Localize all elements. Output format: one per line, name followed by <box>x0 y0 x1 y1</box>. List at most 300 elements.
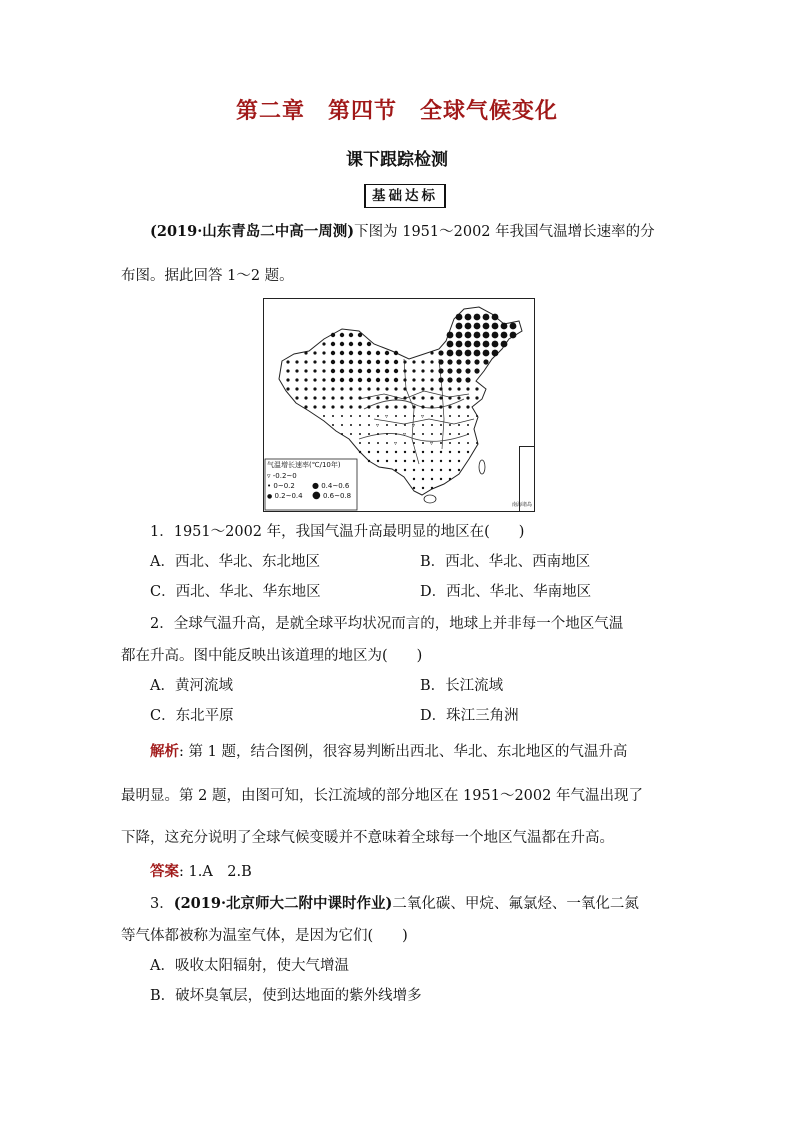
map-mark-dot <box>492 350 499 357</box>
map-mark-dot <box>440 433 442 435</box>
map-mark-dot <box>385 351 389 355</box>
map-mark-dot <box>367 369 371 373</box>
map-mark-dot <box>430 369 433 372</box>
map-mark-dot <box>465 323 472 330</box>
inset-label: 南海诸岛 <box>512 502 533 508</box>
map-mark-dot <box>340 378 344 382</box>
legend-label: 0.2~0.4 <box>274 492 303 500</box>
map-mark-dot <box>394 351 398 355</box>
map-mark-dot <box>422 460 424 462</box>
map-mark-dot <box>421 396 424 399</box>
map-mark-dot <box>359 433 361 435</box>
map-mark-dot <box>340 333 344 337</box>
map-mark-dot <box>412 387 415 390</box>
map-mark-dot <box>386 442 388 444</box>
map-mark-decrease: ▿ <box>421 413 425 420</box>
map-mark-dot <box>422 478 424 480</box>
map-mark-dot <box>340 396 343 399</box>
map-mark-dot <box>440 442 442 444</box>
map-mark-dot <box>476 442 478 444</box>
map-mark-dot <box>394 360 398 364</box>
map-mark-dot <box>322 369 325 372</box>
q3-source: (2019·北京师大二附中课时作业) <box>173 895 393 912</box>
map-mark-dot <box>510 323 517 330</box>
map-mark-dot <box>359 442 361 444</box>
map-mark-dot <box>465 377 470 382</box>
map-mark-dot <box>322 360 325 363</box>
map-mark-dot <box>474 341 481 348</box>
map-mark-dot <box>322 342 325 345</box>
map-mark-dot <box>349 360 353 364</box>
map-mark-dot <box>431 460 433 462</box>
map-mark-dot <box>358 369 362 373</box>
map-mark-dot <box>466 396 469 399</box>
map-mark-dot <box>367 360 371 364</box>
map-mark-dot <box>367 405 370 408</box>
map-mark-dot <box>404 424 406 426</box>
q3-stem-rest: 二氧化碳、甲烷、氟氯烃、一氧化二氮 <box>392 896 639 912</box>
map-mark-dot <box>358 342 362 346</box>
map-mark-dot <box>474 314 481 321</box>
map-mark-dot <box>404 415 406 417</box>
map-mark-dot <box>483 350 490 357</box>
map-mark-dot <box>421 378 424 381</box>
map-mark-dot <box>358 378 362 382</box>
map-mark-dot <box>430 387 433 390</box>
map-mark-dot <box>395 415 397 417</box>
map-mark-dot <box>349 387 352 390</box>
question-3-line-1 <box>150 894 639 914</box>
map-mark-dot <box>422 451 424 453</box>
temperature-map <box>263 298 535 512</box>
map-mark-dot <box>440 469 442 471</box>
map-mark-dot <box>332 424 334 426</box>
map-mark-dot <box>404 451 406 453</box>
map-mark-dot <box>295 387 298 390</box>
map-mark-dot <box>367 342 371 346</box>
map-mark-dot <box>331 405 334 408</box>
map-mark-dot <box>341 424 343 426</box>
map-mark-dot <box>385 360 389 364</box>
q1-option-c: C．西北、华北、华东地区 <box>150 584 321 600</box>
map-mark-dot <box>413 478 415 480</box>
map-mark-dot <box>394 387 397 390</box>
map-mark-dot <box>403 369 406 372</box>
map-mark-dot <box>430 405 433 408</box>
q3-option-a: A．吸收太阳辐射，使大气增温 <box>150 958 349 974</box>
map-mark-dot <box>376 360 380 364</box>
map-mark-dot <box>447 359 452 364</box>
map-mark-decrease: ▿ <box>376 422 380 429</box>
map-mark-dot <box>483 332 490 339</box>
q3-number: 3． <box>150 896 174 912</box>
map-mark-dot <box>465 350 472 357</box>
map-mark-dot <box>440 478 442 480</box>
map-mark-dot <box>358 396 361 399</box>
analysis-line-1 <box>150 742 627 762</box>
map-mark-dot <box>341 415 343 417</box>
map-mark-dot <box>395 424 397 426</box>
map-mark-dot <box>404 469 406 471</box>
map-mark-dot <box>483 359 488 364</box>
map-mark-dot <box>331 351 335 355</box>
map-mark-dot <box>340 351 344 355</box>
section-badge: 基础达标 <box>364 184 446 208</box>
map-mark-dot <box>438 359 443 364</box>
map-mark-dot <box>385 405 388 408</box>
map-mark-dot <box>456 314 463 321</box>
map-mark-dot <box>403 396 406 399</box>
map-mark-dot <box>386 424 388 426</box>
map-mark-dot <box>377 460 379 462</box>
map-mark-dot <box>349 342 353 346</box>
question-1-stem: 1．1951～2002 年，我国气温升高最明显的地区在( ) <box>150 524 525 540</box>
page-subtitle: 课下跟踪检测 <box>346 150 448 170</box>
map-mark-dot <box>456 341 463 348</box>
map-mark-dot <box>474 323 481 330</box>
map-mark-dot <box>349 351 353 355</box>
map-mark-dot <box>431 469 433 471</box>
question-2-stem-2: 都在升高。图中能反映出该道理的地区为( ) <box>121 648 423 664</box>
map-mark-dot <box>438 368 443 373</box>
map-mark-dot <box>474 359 479 364</box>
map-mark-dot <box>413 451 415 453</box>
map-mark-dot <box>474 350 481 357</box>
map-mark-dot <box>448 387 451 390</box>
map-mark-dot <box>350 424 352 426</box>
map-mark-decrease: ▿ <box>412 422 416 429</box>
map-mark-dot <box>412 405 415 408</box>
map-mark-dot <box>440 451 442 453</box>
map-mark-dot <box>475 387 478 390</box>
map-mark-dot <box>341 433 343 435</box>
map-mark-dot <box>340 369 344 373</box>
map-mark-dot <box>447 341 454 348</box>
map-mark-dot <box>422 442 424 444</box>
map-mark-dot <box>456 359 461 364</box>
answer-text: : 1.A 2.B <box>179 864 252 880</box>
map-mark-dot <box>322 405 325 408</box>
map-mark-dot <box>394 405 397 408</box>
q2-option-b: B．长江流域 <box>420 678 504 694</box>
map-mark-dot <box>412 369 415 372</box>
map-mark-dot <box>466 387 469 390</box>
map-mark-dot <box>431 487 433 489</box>
map-mark-dot <box>474 332 481 339</box>
map-mark-dot <box>449 460 451 462</box>
section-title: 第二章 第四节 全球气候变化 <box>235 98 558 124</box>
map-mark-dot <box>313 387 316 390</box>
legend-title: 气温增长速率(℃/10年) <box>267 461 341 469</box>
map-mark-dot <box>367 396 370 399</box>
map-mark-dot <box>286 387 289 390</box>
map-mark-dot <box>395 451 397 453</box>
map-mark-dot <box>448 405 451 408</box>
map-mark-dot <box>313 405 316 408</box>
legend-label: 0~0.2 <box>273 482 295 490</box>
map-mark-dot <box>313 378 316 381</box>
map-mark-dot <box>465 341 472 348</box>
china-map-graphic <box>264 299 534 511</box>
map-mark-dot <box>395 469 397 471</box>
map-mark-dot <box>295 378 298 381</box>
map-mark-dot <box>349 405 352 408</box>
map-mark-dot <box>331 387 334 390</box>
map-mark-dot <box>349 333 353 337</box>
map-mark-dot <box>386 460 388 462</box>
map-mark-dot <box>457 405 460 408</box>
intro-text-1: 下图为 1951～2002 年我国气温增长速率的分 <box>354 224 655 240</box>
map-mark-dot <box>413 442 415 444</box>
map-mark-dot <box>376 351 380 355</box>
map-mark-dot <box>367 378 371 382</box>
map-mark-dot <box>510 332 517 339</box>
map-mark-dot <box>376 369 380 373</box>
map-mark-dot <box>440 460 442 462</box>
map-mark-dot <box>465 332 472 339</box>
map-mark-dot <box>295 396 298 399</box>
map-mark-dot <box>286 378 289 381</box>
map-mark-dot <box>322 351 325 354</box>
analysis-line-3: 下降，这充分说明了全球气候变暖并不意味着全球每一个地区气温都在升高。 <box>121 830 614 846</box>
map-mark-dot <box>467 451 469 453</box>
map-mark-dot <box>413 433 415 435</box>
question-3-line-2: 等气体都被称为温室气体，是因为它们( ) <box>121 928 408 944</box>
map-mark-dot <box>358 360 362 364</box>
map-mark-dot <box>439 405 442 408</box>
map-mark-dot <box>394 369 398 373</box>
map-mark-dot <box>413 487 415 489</box>
map-mark-dot <box>447 377 452 382</box>
map-mark-dot <box>492 332 499 339</box>
map-mark-dot <box>359 451 361 453</box>
map-mark-dot <box>448 396 451 399</box>
legend-col-right <box>312 481 351 501</box>
map-mark-dot <box>376 387 379 390</box>
map-mark-dot <box>492 341 499 348</box>
analysis-line-2: 最明显。第 2 题，由图可知，长江流域的部分地区在 1951～2002 年气温出现了 <box>121 788 643 804</box>
map-mark-dot <box>458 451 460 453</box>
analysis-label: 解析 <box>150 743 179 760</box>
map-mark-dot <box>331 342 335 346</box>
map-mark-dot <box>403 387 406 390</box>
map-mark-dot <box>403 378 406 381</box>
legend-symbol: ● <box>312 490 321 501</box>
map-mark-dot <box>367 351 371 355</box>
map-mark-dot <box>458 433 460 435</box>
map-mark-dot <box>422 487 424 489</box>
map-mark-dot <box>449 478 451 480</box>
map-mark-dot <box>385 396 388 399</box>
map-mark-dot <box>340 405 343 408</box>
map-mark-dot <box>350 415 352 417</box>
map-mark-dot <box>421 405 424 408</box>
map-mark-dot <box>358 387 361 390</box>
map-mark-dot <box>295 360 298 363</box>
map-mark-dot <box>438 350 443 355</box>
answer-line <box>150 862 252 882</box>
intro-source: (2019·山东青岛二中高一周测) <box>150 223 355 240</box>
map-mark-dot <box>331 360 335 364</box>
map-mark-dot <box>350 433 352 435</box>
map-mark-dot <box>286 369 289 372</box>
map-mark-dot <box>439 396 442 399</box>
legend-symbol: ● <box>312 481 319 490</box>
map-legend <box>267 461 341 470</box>
map-mark-dot <box>404 442 406 444</box>
map-mark-dot <box>394 378 398 382</box>
map-mark-dot <box>467 442 469 444</box>
map-mark-dot <box>483 314 490 321</box>
map-mark-dot <box>386 433 388 435</box>
map-mark-dot <box>340 387 343 390</box>
map-mark-dot <box>465 359 470 364</box>
map-mark-dot <box>385 387 388 390</box>
map-mark-dot <box>456 332 463 339</box>
q1-option-a: A．西北、华北、东北地区 <box>150 554 320 570</box>
map-mark-dot <box>359 415 361 417</box>
map-mark-dot <box>322 378 325 381</box>
map-mark-dot <box>449 433 451 435</box>
map-mark-dot <box>456 368 461 373</box>
map-mark-dot <box>465 314 472 321</box>
map-mark-dot <box>304 351 307 354</box>
q2-option-c: C．东北平原 <box>150 708 234 724</box>
map-mark-dot <box>332 415 334 417</box>
map-mark-dot <box>331 378 335 382</box>
q2-option-d: D．珠江三角洲 <box>420 708 519 724</box>
map-mark-dot <box>431 451 433 453</box>
map-mark-dot <box>376 396 379 399</box>
answer-label: 答案 <box>150 863 179 880</box>
map-mark-dot <box>322 396 325 399</box>
map-mark-dot <box>331 333 335 337</box>
analysis-text-1: : 第 1 题，结合图例，很容易判断出西北、华北、东北地区的气温升高 <box>179 744 628 760</box>
map-mark-dot <box>447 350 454 357</box>
map-mark-dot <box>386 451 388 453</box>
map-mark-dot <box>449 442 451 444</box>
map-mark-dot <box>413 460 415 462</box>
map-mark-dot <box>376 405 379 408</box>
map-mark-dot <box>331 396 334 399</box>
map-mark-dot <box>304 405 307 408</box>
map-mark-dot <box>403 405 406 408</box>
map-mark-dot <box>492 323 499 330</box>
map-mark-dot <box>367 387 370 390</box>
q1-option-b: B．西北、华北、西南地区 <box>420 554 591 570</box>
map-mark-dot <box>430 360 433 363</box>
q2-option-a: A．黄河流域 <box>150 678 233 694</box>
map-mark-dot <box>457 396 460 399</box>
map-mark-dot <box>385 378 389 382</box>
map-mark-dot <box>377 442 379 444</box>
map-mark-dot <box>467 424 469 426</box>
map-mark-dot <box>368 433 370 435</box>
map-mark-dot <box>368 415 370 417</box>
map-mark-dot <box>295 369 298 372</box>
map-mark-dot <box>304 378 307 381</box>
legend-symbol: ● <box>267 493 273 500</box>
map-mark-dot <box>430 351 433 354</box>
map-mark-dot <box>323 415 325 417</box>
map-mark-dot <box>421 387 424 390</box>
map-mark-dot <box>483 323 490 330</box>
map-mark-dot <box>422 469 424 471</box>
map-mark-dot <box>456 323 463 330</box>
map-mark-dot <box>413 469 415 471</box>
intro-line-1 <box>150 222 655 242</box>
map-mark-dot <box>358 351 362 355</box>
map-mark-dot <box>449 424 451 426</box>
map-mark-dot <box>440 424 442 426</box>
map-mark-dot <box>430 378 433 381</box>
map-mark-dot <box>501 341 508 348</box>
map-mark-dot <box>349 396 352 399</box>
map-mark-dot <box>395 460 397 462</box>
map-mark-dot <box>431 478 433 480</box>
map-mark-dot <box>466 405 469 408</box>
legend-symbol: • <box>267 482 272 490</box>
map-mark-dot <box>286 360 289 363</box>
map-mark-dot <box>447 368 452 373</box>
map-mark-dot <box>422 433 424 435</box>
map-mark-dot <box>331 369 335 373</box>
map-mark-dot <box>358 405 361 408</box>
map-mark-dot <box>431 415 433 417</box>
map-mark-dot <box>475 396 478 399</box>
map-mark-dot <box>395 433 397 435</box>
map-mark-dot <box>458 442 460 444</box>
map-mark-dot <box>449 469 451 471</box>
map-mark-dot <box>413 415 415 417</box>
question-2-stem-1: 2．全球气温升高，是就全球平均状况而言的，地球上并非每一个地区气温 <box>150 616 624 632</box>
map-mark-dot <box>394 396 397 399</box>
map-mark-dot <box>349 369 353 373</box>
map-mark-decrease: ▿ <box>385 413 389 420</box>
map-mark-dot <box>501 323 508 330</box>
map-mark-dot <box>385 369 389 373</box>
map-mark-dot <box>368 451 370 453</box>
map-mark-dot <box>421 369 424 372</box>
map-mark-dot <box>404 460 406 462</box>
map-mark-dot <box>422 424 424 426</box>
map-mark-dot <box>359 424 361 426</box>
legend-label: -0.2~0 <box>272 472 297 480</box>
map-mark-dot <box>412 396 415 399</box>
map-mark-dot <box>368 424 370 426</box>
map-mark-dot <box>458 460 460 462</box>
map-mark-dot <box>377 415 379 417</box>
map-mark-dot <box>467 415 469 417</box>
map-mark-dot <box>474 368 479 373</box>
map-mark-decrease: ▿ <box>394 440 398 447</box>
map-mark-dot <box>439 387 442 390</box>
map-mark-dot <box>313 351 316 354</box>
map-mark-dot <box>313 369 316 372</box>
map-mark-dot <box>457 387 460 390</box>
map-mark-dot <box>431 433 433 435</box>
map-mark-dot <box>458 469 460 471</box>
map-mark-dot <box>449 415 451 417</box>
map-mark-dot <box>377 433 379 435</box>
map-mark-dot <box>412 378 415 381</box>
q3-option-b: B．破坏臭氧层，使到达地面的紫外线增多 <box>150 988 422 1004</box>
map-mark-decrease: ▿ <box>403 431 407 438</box>
map-mark-dot <box>304 360 307 363</box>
map-mark-dot <box>421 360 424 363</box>
map-mark-dot <box>438 377 443 382</box>
legend-label: 0.6~0.8 <box>322 492 352 500</box>
